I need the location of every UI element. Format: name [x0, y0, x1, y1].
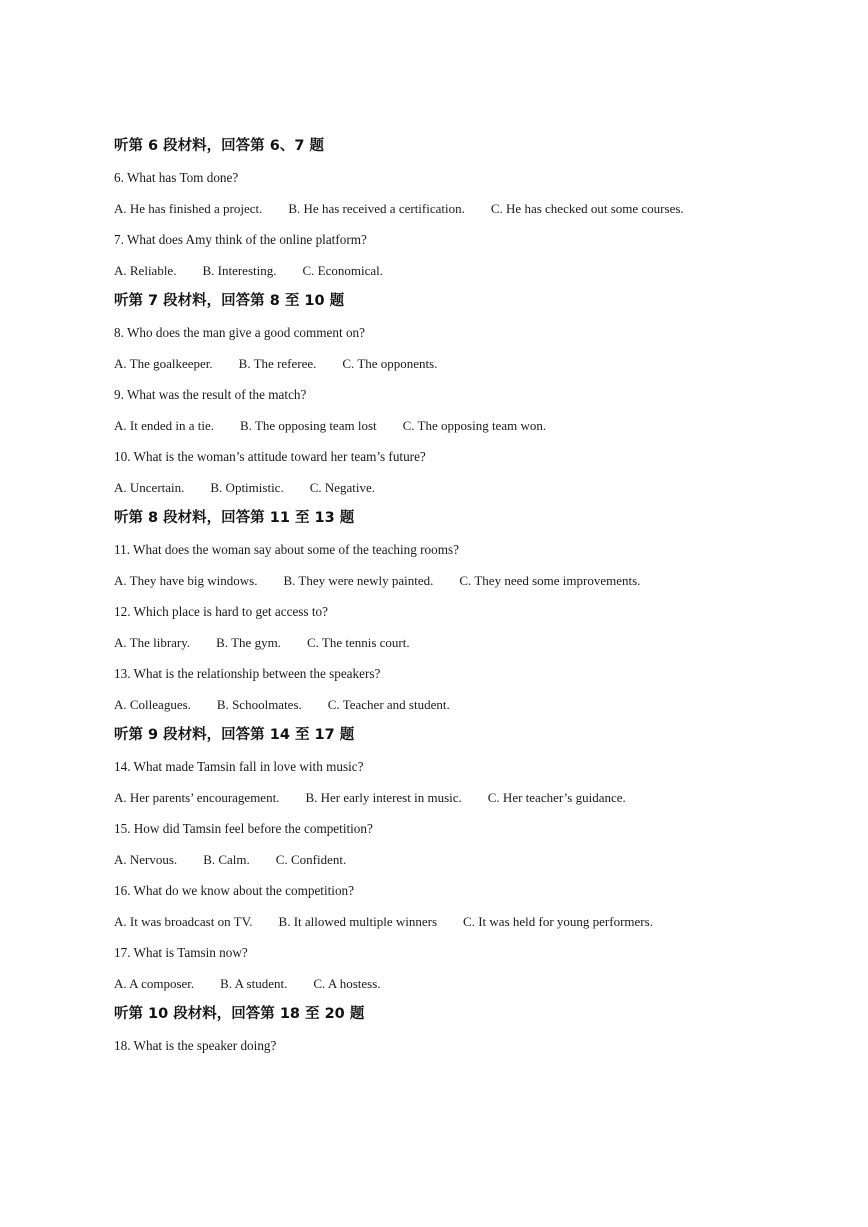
question-text: 14. What made Tamsin fall in love with music? [114, 759, 364, 774]
question-text: 18. What is the speaker doing? [114, 1038, 277, 1053]
answer-option: A. Colleagues. [114, 697, 191, 712]
question-text: 10. What is the woman’s attitude toward her team’s future? [114, 449, 426, 464]
answer-option: C. Teacher and student. [327, 697, 450, 712]
answer-option: C. The tennis court. [306, 635, 410, 650]
answer-option: A. A composer. [114, 976, 195, 991]
section-heading: 听第 9 段材料，回答第 14 至 17 题 [114, 727, 355, 743]
answer-options [114, 472, 834, 503]
answer-options [114, 844, 834, 875]
answer-options [114, 565, 834, 596]
answer-option: C. The opposing team won. [402, 418, 547, 433]
answer-option: C. Her teacher’s guidance. [487, 790, 626, 805]
answer-option: A. The goalkeeper. [114, 356, 213, 371]
answer-option: B. Optimistic. [210, 480, 284, 495]
answer-option: B. It allowed multiple winners [278, 914, 438, 929]
answer-option: B. The gym. [216, 635, 281, 650]
answer-options [114, 782, 834, 813]
section-heading: 听第 7 段材料，回答第 8 至 10 题 [114, 293, 345, 309]
answer-option: A. Reliable. [114, 263, 177, 278]
answer-option: B. The opposing team lost [240, 418, 377, 433]
answer-option: C. They need some improvements. [459, 573, 641, 588]
answer-option: A. They have big windows. [114, 573, 258, 588]
section-heading: 听第 10 段材料，回答第 18 至 20 题 [114, 1006, 365, 1022]
exam-page [114, 131, 834, 1061]
question-text: 6. What has Tom done? [114, 170, 239, 185]
question-text: 15. How did Tamsin feel before the competition? [114, 821, 373, 836]
answer-option: A. It was broadcast on TV. [114, 914, 253, 929]
section-heading: 听第 6 段材料，回答第 6、7 题 [114, 138, 324, 154]
answer-option: B. Calm. [203, 852, 250, 867]
answer-options [114, 255, 834, 286]
answer-option: A. Nervous. [114, 852, 178, 867]
answer-options [114, 906, 834, 937]
answer-option: B. Her early interest in music. [305, 790, 462, 805]
answer-option: A. Her parents’ encouragement. [114, 790, 280, 805]
answer-option: C. Confident. [275, 852, 347, 867]
question-text: 17. What is Tamsin now? [114, 945, 248, 960]
answer-option: C. Economical. [302, 263, 383, 278]
answer-option: C. A hostess. [313, 976, 381, 991]
answer-option: B. The referee. [238, 356, 317, 371]
question-text: 12. Which place is hard to get access to? [114, 604, 328, 619]
answer-option: C. It was held for young performers. [463, 914, 653, 929]
answer-option: B. They were newly painted. [283, 573, 434, 588]
answer-options [114, 627, 834, 658]
answer-option: A. The library. [114, 635, 191, 650]
answer-options [114, 968, 834, 999]
answer-option: B. Interesting. [202, 263, 277, 278]
answer-option: C. Negative. [309, 480, 376, 495]
answer-options [114, 410, 834, 441]
question-text: 13. What is the relationship between the speakers? [114, 666, 381, 681]
answer-options [114, 193, 834, 224]
answer-option: B. A student. [220, 976, 288, 991]
answer-option: B. He has received a certification. [288, 201, 465, 216]
answer-option: C. He has checked out some courses. [490, 201, 684, 216]
answer-option: A. He has finished a project. [114, 201, 263, 216]
question-text: 7. What does Amy think of the online platform? [114, 232, 367, 247]
question-text: 16. What do we know about the competition? [114, 883, 355, 898]
section-heading: 听第 8 段材料，回答第 11 至 13 题 [114, 510, 355, 526]
answer-options [114, 689, 834, 720]
answer-option: A. Uncertain. [114, 480, 185, 495]
answer-option: C. The opponents. [342, 356, 438, 371]
answer-options [114, 348, 834, 379]
question-text: 8. Who does the man give a good comment on? [114, 325, 365, 340]
answer-option: B. Schoolmates. [216, 697, 302, 712]
answer-option: A. It ended in a tie. [114, 418, 214, 433]
question-text: 11. What does the woman say about some of the teaching rooms? [114, 542, 459, 557]
question-text: 9. What was the result of the match? [114, 387, 307, 402]
